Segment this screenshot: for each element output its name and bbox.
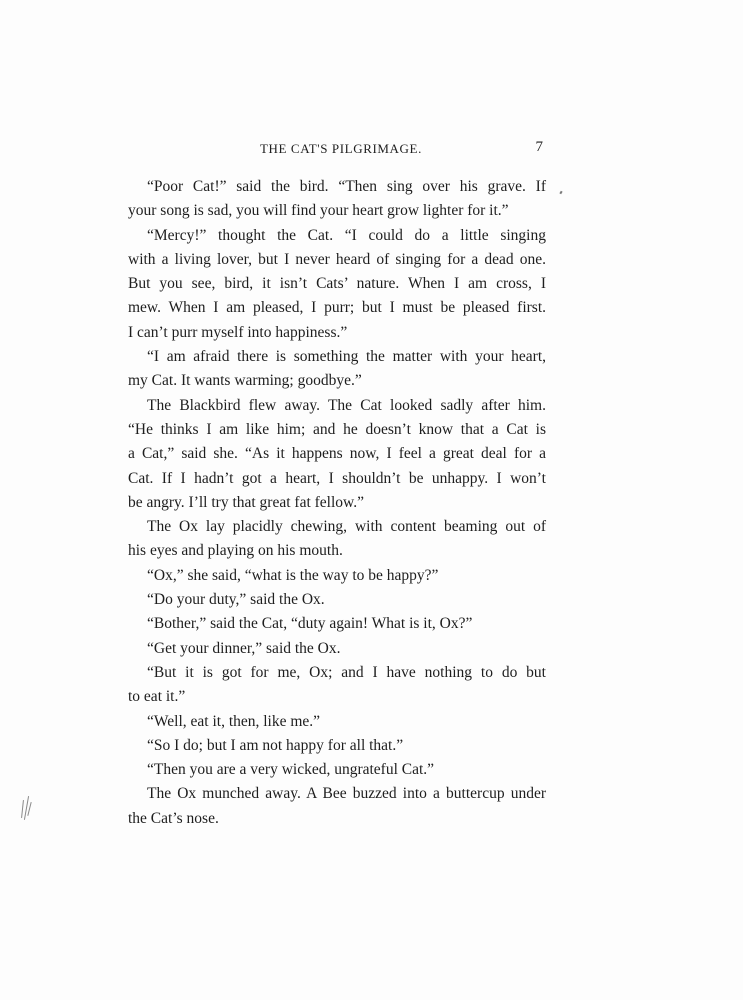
text-line: be angry. I’ll try that great fat fellow.” [128,493,364,511]
text-line: “Well, eat it, then, like me.” [147,712,321,730]
text-line: “Ox,” she said, “what is the way to be happy?” [147,566,439,584]
text-line: “So I do; but I am not happy for all that.” [147,736,404,754]
text-line: The Blackbird flew away. The Cat looked sadly after him. [147,396,546,414]
text-line: with a living lover, but I never heard of singing for a dead one. [128,250,546,268]
text-line: I can’t purr myself into happiness.” [128,323,348,341]
text-line: The Ox lay placidly chewing, with content beaming out of [147,518,546,536]
margin-ink-mark [19,794,33,824]
text-line: Cat. If I hadn’t got a heart, I shouldn’t be unhappy. I won’t [128,469,546,487]
text-line: to eat it.” [128,688,186,706]
text-line: “Poor Cat!” said the bird. “Then sing over his grave. If [147,178,546,195]
page-number: 7 [535,139,543,155]
text-line: “Get your dinner,” said the Ox. [147,639,341,657]
text-line: But you see, bird, it isn’t Cats’ nature. When I am cross, I [128,275,546,293]
running-header [128,141,548,161]
text-line: “Bother,” said the Cat, “duty again! What is it, Ox?” [147,615,473,633]
text-line: your song is sad, you will find your heart grow lighter for it.” [128,202,509,220]
text-line: his eyes and playing on his mouth. [128,542,343,560]
text-line: “But it is got for me, Ox; and I have nothing to do but [147,663,546,681]
text-line: The Ox munched away. A Bee buzzed into a buttercup under [147,785,546,803]
text-line: “I am afraid there is something the matter with your heart, [147,348,546,366]
text-line: mew. When I am pleased, I purr; but I must be pleased first. [128,299,546,317]
text-line: “He thinks I am like him; and he doesn’t know that a Cat is [128,420,546,438]
text-line: the Cat’s nose. [128,809,219,827]
running-title: THE CAT'S PILGRIMAGE. [260,141,422,156]
text-line: my Cat. It wants warming; goodbye.” [128,372,362,390]
body-text [128,175,546,831]
ink-speck [559,191,562,195]
text-line: “Mercy!” thought the Cat. “I could do a little singing [147,226,546,244]
text-line: “Do your duty,” said the Ox. [147,591,325,609]
text-line: “Then you are a very wicked, ungrateful Cat.” [147,761,435,779]
text-line: a Cat,” said she. “As it happens now, I feel a great deal for a [128,445,546,463]
